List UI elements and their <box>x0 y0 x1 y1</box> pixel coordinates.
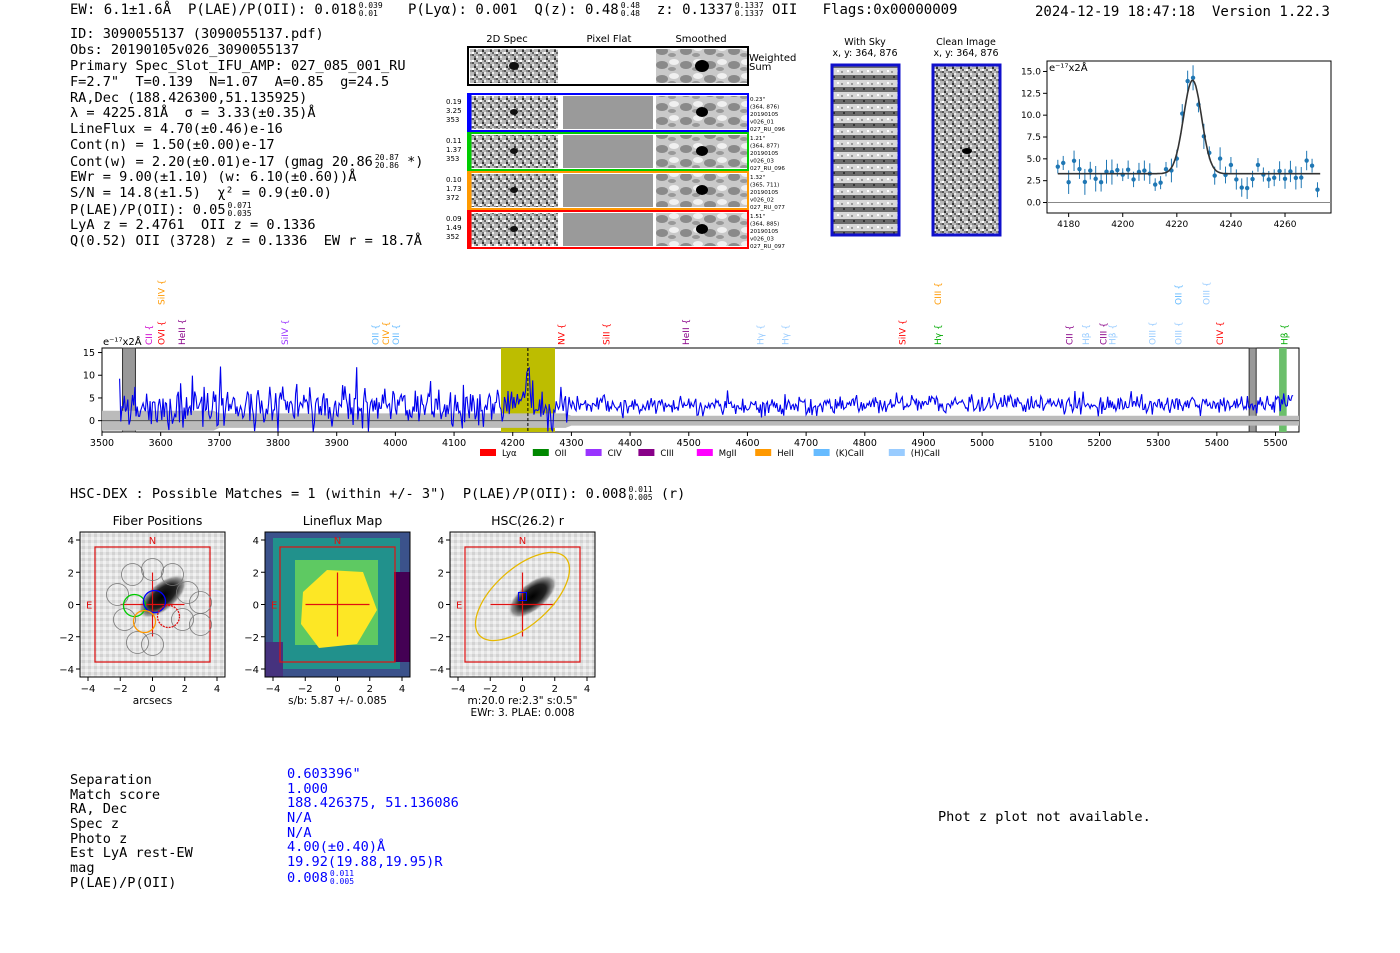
cutout-row-stat: 372 <box>446 194 460 202</box>
label-match-score: Match score <box>70 786 161 803</box>
fit-data-point <box>1191 76 1195 80</box>
hsc-xtick-label: 2 <box>181 684 188 695</box>
fit-data-point <box>1299 175 1303 179</box>
fit-data-point <box>1234 177 1238 181</box>
hsc-panel-sub: s/b: 5.87 +/- 0.085 <box>288 695 387 707</box>
fit-data-point <box>1056 164 1060 168</box>
hsc-xtick-label: 4 <box>213 684 221 695</box>
header-qz: Q(z): 0.48 <box>534 2 619 18</box>
col-label-2dspec: 2D Spec <box>486 34 528 45</box>
info-lambda: λ = 4225.81Å σ = 3.33(±0.35)Å <box>70 105 316 122</box>
hsc-ytick-label: −2 <box>429 632 444 644</box>
fit-data-point <box>1115 168 1119 172</box>
fit-ytick-label: 10.0 <box>1020 111 1041 122</box>
info-sn: S/N = 14.8(±1.5) χ² = 0.9(±0.0) <box>70 184 332 201</box>
hsc-ytick-label: 2 <box>67 568 74 580</box>
fit-data-point <box>1093 177 1097 181</box>
hsc-ytick-label: −2 <box>244 632 259 644</box>
hsc-xtick-label: −2 <box>482 684 498 695</box>
fit-xtick-label: 4240 <box>1219 220 1243 230</box>
cutout-row-meta: 1.51" <box>750 214 766 220</box>
hsc-panel-title: Fiber Positions <box>112 513 203 528</box>
emission-line-label: Hβ { <box>1108 323 1119 345</box>
legend-label: MgII <box>718 449 737 459</box>
cutout-row-meta: (364, 885) <box>750 221 780 228</box>
hsc-xtick-label: 0 <box>149 684 156 695</box>
emission-line-label: CIV { <box>381 321 392 345</box>
col-label-smoothed: Smoothed <box>675 34 727 45</box>
legend-swatch <box>638 449 654 456</box>
fit-data-point <box>1315 188 1319 192</box>
hsc-panel-sub: m:20.0 re:2.3" s:0.5" <box>467 695 578 707</box>
label-mag: mag <box>70 860 95 877</box>
legend-swatch <box>480 449 496 456</box>
emission-line-label: CIV { <box>1215 321 1226 345</box>
fit-ytick-label: 5.0 <box>1026 154 1041 165</box>
emission-line-label: OII { <box>391 324 402 345</box>
fit-data-point <box>1218 156 1222 160</box>
spectrum-xtick-label: 5300 <box>1146 438 1171 449</box>
cutout-panel <box>440 30 800 260</box>
fit-data-point <box>1212 173 1216 177</box>
legend-label: (H)CaII <box>910 449 940 459</box>
fit-data-point <box>1099 180 1103 184</box>
cutout-row-meta: 20190105 <box>750 190 779 196</box>
value-spec-z: N/A <box>287 810 312 827</box>
cutout-row-stat: 353 <box>446 155 460 163</box>
fit-data-point <box>1250 177 1254 181</box>
hsc-xtick-label: −2 <box>112 684 128 695</box>
value-separation: 0.603396" <box>287 766 361 782</box>
hsc-ytick-label: −2 <box>59 632 74 644</box>
header-flags: Flags:0x00000009 <box>822 2 958 18</box>
fit-ytick-label: 2.5 <box>1026 176 1041 187</box>
emission-line-label: Hβ { <box>1280 323 1291 345</box>
spectrum-xtick-label: 3900 <box>324 438 349 449</box>
legend-label: (K)CaII <box>835 449 864 459</box>
emission-line-label: OII { <box>1174 284 1185 305</box>
hsc-panel-sub2: EWr: 3. PLAE: 0.008 <box>470 707 575 719</box>
fit-data-point <box>1185 79 1189 83</box>
hsc-ytick-label: 4 <box>67 536 74 547</box>
info-q: Q(0.52) OII (3728) z = 0.1336 EW r = 18.7Å <box>70 232 422 249</box>
hsc-ytick-label: −4 <box>59 665 74 676</box>
label-spec-z: Spec z <box>70 816 120 833</box>
info-primary: Primary Spec_Slot_IFU_AMP: 027_085_001_RU <box>70 57 406 74</box>
fit-data-point <box>1126 168 1130 172</box>
value-est-lya-ew: 4.00(±0.40)Å <box>287 839 386 856</box>
hsc-ytick-label: −4 <box>429 665 444 676</box>
emission-line-label: OIII { <box>1174 321 1185 345</box>
spectrum-xtick-label: 4800 <box>852 438 877 449</box>
fit-data-point <box>1072 159 1076 163</box>
emission-line-label: NV { <box>557 323 568 345</box>
hsc-ytick-label: −4 <box>244 665 259 676</box>
header-z-range: 0.1337 0.1337 <box>734 1 764 18</box>
cutout-row-meta: 1.32" <box>750 175 766 181</box>
label-photo-z: Photo z <box>70 830 128 847</box>
legend-swatch <box>814 449 830 456</box>
cutout-row-stat: 353 <box>446 116 460 124</box>
legend-swatch <box>533 449 549 456</box>
emission-line-label: OIII { <box>1148 321 1159 345</box>
fit-unit-label: e⁻¹⁷x2Å <box>1049 63 1088 74</box>
info-contw: Cont(w) = 2.20(±0.01)e-17 (gmag 20.86 20.87 20.86 *) <box>70 153 424 171</box>
cutout-row-meta: (364, 877) <box>750 143 780 150</box>
match-values <box>287 767 459 885</box>
spectrum-xtick-label: 5500 <box>1263 438 1288 449</box>
cutout-row-stat: 3.25 <box>446 107 462 115</box>
hsc-ytick-label: 2 <box>437 568 444 580</box>
east-label: E <box>271 600 278 612</box>
label-separation: Separation <box>70 772 152 788</box>
hsc-panel <box>429 513 595 719</box>
fit-data-point <box>1310 163 1314 167</box>
header-ew-plae: EW: 6.1±1.6Å P(LAE)/P(OII): 0.018 <box>70 2 357 18</box>
spectrum-xtick-label: 5100 <box>1028 438 1053 449</box>
header-datetime-version <box>1035 4 1330 20</box>
hsc-xtick-label: −4 <box>450 684 466 695</box>
cutout-row-meta: 0.23" <box>750 97 766 103</box>
spectrum-xtick-label: 4700 <box>794 438 819 449</box>
emission-line-label: HeII { <box>681 318 692 345</box>
line-fit-plot <box>1015 55 1340 235</box>
fit-xtick-label: 4200 <box>1111 220 1135 230</box>
cutout-row-meta: v026_03 <box>750 158 774 165</box>
spectrum-xtick-label: 4200 <box>500 438 525 449</box>
info-cont: Cont(n) = 1.50(±0.00)e-17 <box>70 137 275 154</box>
clean-image-title: Clean Image x, y: 364, 876 <box>933 37 999 59</box>
spectrum-unit-label: e⁻¹⁷x2Å <box>103 337 142 348</box>
header-z: z: 0.1337 <box>656 2 733 18</box>
hsc-panel-title: Lineflux Map <box>302 513 383 528</box>
cutout-row-meta: v026_02 <box>750 197 774 204</box>
fit-xtick-label: 4260 <box>1273 220 1297 230</box>
hsc-panel-title: HSC(26.2) r <box>491 513 564 528</box>
fit-ytick-label: 12.5 <box>1020 89 1041 100</box>
cutout-row-meta: 027_RU_096 <box>750 166 785 172</box>
match-labels <box>70 773 193 891</box>
emission-line-label: CII { <box>144 324 155 345</box>
hsc-xtick-label: −4 <box>80 684 96 695</box>
full-spectrum-plot <box>60 275 1320 465</box>
cutout-row-stat: 352 <box>446 233 460 241</box>
weighted-sum-label-2: Sum <box>749 62 772 73</box>
spectrum-xtick-label: 5400 <box>1204 438 1229 449</box>
info-lya: LyA z = 2.4761 OII z = 0.1336 <box>70 216 316 233</box>
hsc-panel <box>59 513 225 707</box>
spectrum-xtick-label: 3700 <box>207 438 232 449</box>
fit-data-point <box>1088 168 1092 172</box>
spectrum-xtick-label: 4900 <box>911 438 936 449</box>
hsc-xtick-label: −4 <box>265 684 281 695</box>
header-plya: P(Lyα): 0.001 <box>407 2 518 18</box>
value-radec: 188.426375, 51.136086 <box>287 795 459 812</box>
spectrum-xtick-label: 4100 <box>441 438 467 449</box>
hsc-panel <box>244 513 410 707</box>
header-summary <box>70 2 957 18</box>
value-photo-z: N/A <box>287 824 312 841</box>
hsc-xlabel: arcsecs <box>132 695 173 707</box>
fit-data-point <box>1267 177 1271 181</box>
cutout-row-meta: v026_03 <box>750 236 774 243</box>
fit-data-point <box>1304 158 1308 162</box>
north-label: N <box>333 536 342 547</box>
north-label: N <box>518 536 527 547</box>
emission-line-label: SiIV { <box>898 319 909 345</box>
fit-data-point <box>1256 163 1260 167</box>
emission-line-label: OII { <box>371 324 382 345</box>
hsc-xtick-label: 2 <box>366 684 373 695</box>
fit-ytick-label: 7.5 <box>1026 133 1041 143</box>
fit-data-point <box>1061 161 1065 165</box>
cutout-row-meta: 20190105 <box>750 151 779 157</box>
header-qz-range: 0.48 0.48 <box>620 1 640 18</box>
emission-line-label: CIII { <box>934 282 945 305</box>
emission-line-label: OIII { <box>1202 281 1213 305</box>
hsc-xtick-label: 0 <box>519 684 526 695</box>
legend-label: CIII <box>660 449 674 459</box>
spectrum-ytick-label: 0 <box>88 416 95 428</box>
header-z-line: OII <box>772 2 798 18</box>
info-radec: RA,Dec (188.426300,51.135925) <box>70 89 308 106</box>
legend-label: Lyα <box>502 449 517 459</box>
emission-line-label: CIII { <box>1099 322 1110 345</box>
with-sky-title: With Sky x, y: 364, 876 <box>832 37 898 59</box>
weighted-sum-label: Weighted <box>749 53 797 64</box>
info-params: F=2.7" T=0.139 N=1.07 A=0.85 g=24.5 <box>70 73 390 90</box>
value-mag: 19.92(19.88,19.95)R <box>287 854 443 871</box>
hsc-ytick-label: 2 <box>252 568 259 580</box>
spectrum-xtick-label: 4600 <box>735 438 760 449</box>
cutout-row-stat: 0.10 <box>446 176 462 184</box>
emission-line-label: SiIV { <box>157 279 168 305</box>
spectrum-xtick-label: 4400 <box>617 438 643 449</box>
fit-data-point <box>1164 167 1168 171</box>
fit-data-point <box>1245 186 1249 190</box>
fit-data-point <box>1294 176 1298 180</box>
cutout-row-meta: 1.21" <box>750 136 766 142</box>
emission-line-label: Hγ { <box>781 324 792 345</box>
spectrum-xtick-label: 4000 <box>383 438 408 449</box>
fit-data-point <box>1158 180 1162 184</box>
hsc-ytick-label: 0 <box>437 600 444 612</box>
hsc-ytick-label: 4 <box>437 536 444 547</box>
label-plae: P(LAE)/P(OII) <box>70 874 177 891</box>
info-obs: Obs: 20190105v026_3090055137 <box>70 41 300 58</box>
east-label: E <box>86 600 93 612</box>
info-plae: P(LAE)/P(OII): 0.05 0.071 0.035 <box>70 200 252 218</box>
east-label: E <box>456 600 463 612</box>
photz-message: Phot z plot not available. <box>938 809 1151 825</box>
emission-line-label: SiII { <box>602 322 613 345</box>
spectrum-xtick-label: 3600 <box>148 438 173 449</box>
cutout-row-stat: 1.37 <box>446 146 462 154</box>
fit-xtick-label: 4180 <box>1057 220 1081 230</box>
emission-line-label: HeII { <box>177 318 188 345</box>
value-plae: 0.008 0.011 0.005 <box>287 868 355 886</box>
legend-swatch <box>697 449 713 456</box>
header-plae-range: 0.039 0.01 <box>358 1 383 18</box>
spectrum-ytick-label: 5 <box>88 393 95 405</box>
fit-data-point <box>1283 177 1287 181</box>
value-match-score: 1.000 <box>287 780 328 797</box>
emission-line-label: Hβ { <box>1082 323 1093 345</box>
hsc-xtick-label: 4 <box>398 684 406 695</box>
cutout-row-stat: 1.49 <box>446 224 462 232</box>
header-version: Version 1.22.3 <box>1211 4 1330 20</box>
cutout-row-meta: (365, 711) <box>750 182 780 189</box>
legend-label: OII <box>554 449 567 459</box>
spectrum-xtick-label: 4300 <box>559 438 584 449</box>
hsc-xtick-label: 2 <box>551 684 558 695</box>
fit-data-point <box>1083 180 1087 184</box>
cutout-row-meta: 20190105 <box>750 112 779 118</box>
cutout-row-stat: 0.09 <box>446 215 462 223</box>
cutout-row-stat: 1.73 <box>446 185 462 193</box>
fit-data-point <box>1229 163 1233 167</box>
header-datetime: 2024-12-19 18:47:18 <box>1034 4 1196 20</box>
fit-ytick-label: 0.0 <box>1026 198 1041 209</box>
fit-data-point <box>1240 185 1244 189</box>
cutout-row-meta: v026_01 <box>750 119 774 126</box>
emission-line-label: OVI { <box>157 320 168 345</box>
with-sky-image <box>832 65 899 235</box>
cutout-row-meta: 027_RU_097 <box>750 244 785 250</box>
fit-ytick-label: 15.0 <box>1020 67 1041 78</box>
hsc-panels <box>40 510 620 725</box>
spectrum-ytick-label: 10 <box>82 370 95 382</box>
fit-data-point <box>1077 167 1081 171</box>
fit-data-point <box>1142 168 1146 172</box>
cutout-row-meta: 027_RU_077 <box>750 205 785 211</box>
emission-line-label: CII { <box>1065 324 1076 345</box>
spectrum-xtick-label: 3800 <box>265 438 291 449</box>
spectrum-xtick-label: 3500 <box>89 438 115 449</box>
legend-swatch <box>755 449 771 456</box>
sky-images <box>830 63 1005 237</box>
info-lineflux: LineFlux = 4.70(±0.46)e-16 <box>70 121 283 138</box>
label-radec: RA, Dec <box>70 801 128 818</box>
cutout-row-meta: 027_RU_096 <box>750 127 785 133</box>
spectrum-ytick-label: 15 <box>82 348 95 360</box>
col-label-pixelflat: Pixel Flat <box>586 34 632 45</box>
cutout-row-stat: 0.11 <box>446 137 462 145</box>
hsc-ytick-label: 0 <box>67 600 74 612</box>
fit-data-point <box>1277 169 1281 173</box>
fit-plot-frame <box>1047 61 1331 213</box>
spectrum-xtick-label: 5000 <box>970 438 995 449</box>
legend-swatch <box>889 449 905 456</box>
cutout-row-meta: 20190105 <box>750 229 779 235</box>
legend-swatch <box>586 449 602 456</box>
info-ewr: EWr = 9.00(±1.10) (w: 6.10(±0.60))Å <box>70 169 357 186</box>
spectrum-xtick-label: 5200 <box>1087 438 1112 449</box>
hsc-xtick-label: 4 <box>583 684 591 695</box>
fit-data-point <box>1153 182 1157 186</box>
spectrum-xtick-label: 4500 <box>676 438 701 449</box>
info-id: ID: 3090055137 (3090055137.pdf) <box>70 26 324 42</box>
hsc-xtick-label: −2 <box>297 684 313 695</box>
label-est-lya-ew: Est LyA rest-EW <box>70 845 193 862</box>
hsc-ytick-label: 0 <box>252 600 259 612</box>
emission-line-label: SiIV { <box>281 319 292 345</box>
legend-label: CIV <box>607 449 622 459</box>
legend-label: HeII <box>777 449 794 459</box>
cutout-row-stat: 0.19 <box>446 98 462 106</box>
hsc-match-title: HSC-DEX : Possible Matches = 1 (within +/- 3") P(LAE)/P(OII): 0.008 0.011 0.005 (r) <box>70 485 686 502</box>
detection-info <box>70 27 423 249</box>
fit-data-point <box>1272 176 1276 180</box>
cutout-row-meta: (364, 876) <box>750 104 780 111</box>
hsc-xtick-label: 0 <box>334 684 341 695</box>
fit-xtick-label: 4220 <box>1165 220 1189 230</box>
emission-line-label: Hγ { <box>756 324 767 345</box>
fit-data-point <box>1131 177 1135 181</box>
fit-data-point <box>1066 180 1070 184</box>
emission-line-label: Hγ { <box>934 324 945 345</box>
hsc-ytick-label: 4 <box>252 536 259 547</box>
north-label: N <box>148 536 157 547</box>
